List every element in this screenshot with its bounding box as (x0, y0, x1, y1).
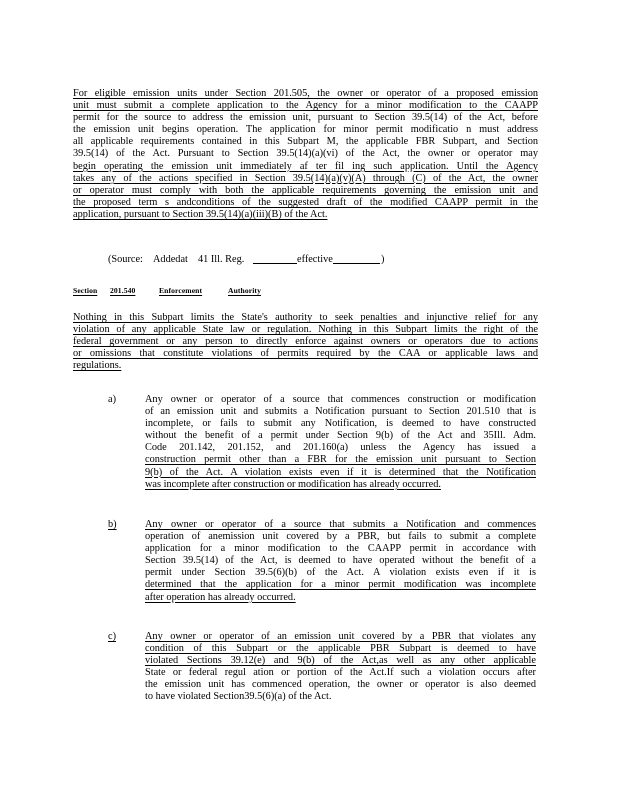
text-line: or operator must comply with both the applicable requirements governing the emission unit and (73, 184, 538, 196)
text-line: For eligible emission units under Section 201.505, the owner or operator of a proposed emission (73, 88, 538, 99)
text-line: violated Sections 39.12(e) and 9(b) of the Act,as well as any other applicable (145, 655, 536, 667)
text-line: was incomplete after construction or modification has already occurred. (145, 478, 441, 490)
intro-paragraph (73, 88, 538, 221)
text-line: to have violated Section39.5(6)(a) of the Act. (145, 691, 332, 703)
blank-line (333, 263, 380, 264)
text-line: Any owner or operator of an emission unit covered by a PBR that violates any (145, 631, 536, 642)
source-note (0, 254, 618, 268)
item-b-text (145, 519, 536, 604)
text-line: application for a minor modification to the CAAPP permit in accordance with (145, 543, 536, 555)
text-line: or omissions that constitute violations of permits required by the CAA or applicable laws and (73, 348, 538, 360)
text-line: permit for the source to address the emission unit, pursuant to Section 39.5(14) of the Act, before (73, 112, 538, 124)
text-line: permit under Section 39.5(6)(b) of the Act. A violation exists even if it is (145, 567, 536, 579)
blank-line (253, 263, 297, 264)
source-effective: effective (297, 254, 333, 265)
item-a-text (145, 394, 536, 491)
text-line: Any owner or operator of a source that submits a Notification and commences (145, 519, 536, 530)
text-line: the emission unit has commenced operation, the owner or operator is also deemed (145, 679, 536, 691)
text-line: federal government or any person to directly enforce against owners or operators due to actions (73, 336, 538, 348)
text-line: condition of this Subpart or the applicable PBR Subpart is deemed to have (145, 643, 536, 655)
source-added: Addedat (153, 254, 188, 265)
text-line: operation of anemission unit covered by a PBR, but fails to submit a complete (145, 531, 536, 543)
item-c-label: c) (108, 631, 116, 642)
section-label: Section (73, 286, 98, 295)
text-line: Section 39.5(14) of the Act, is deemed to have operated without the benefit of a (145, 555, 536, 567)
text-line: without the benefit of a permit under Section 9(b) of the Act and 35Ill. Adm. (145, 430, 536, 442)
source-close: ) (381, 254, 385, 265)
text-line: construction permit other than a FBR for the emission unit pursuant to Section (145, 454, 536, 466)
text-line: State or federal regul ation or portion of the Act.If such a violation occurs after (145, 667, 536, 679)
section-heading (0, 285, 618, 297)
text-line: 39.5(14) of the Act. Pursuant to Section 39.5(14)(a)(vi) of the Act, the owner or operator may (73, 148, 538, 160)
text-line: incomplete, or fails to submit any Notification, is deemed to have constructed (145, 418, 536, 430)
section-number: 201.540 (110, 286, 136, 295)
text-line: violation of any applicable State law or regulation. Nothing in this Subpart limits the right of the (73, 324, 538, 336)
text-line: regulations. (73, 360, 122, 372)
text-line: of an emission unit and submits a Notification pursuant to Section 201.510 that is (145, 406, 536, 418)
text-line: determined that the application for a minor permit modification was incomplete (145, 579, 536, 591)
text-line: all applicable requirements contained in this Subpart M, the applicable FBR Subpart, and Section (73, 136, 538, 148)
text-line: after operation has already occurred. (145, 591, 296, 603)
text-line: takes any of the actions specified in Section 39.5(14)(a)(v)(A) through (C) of the Act, the owner (73, 172, 538, 184)
text-line: begin operating the emission unit immediately af ter fil ing such application. Until the Agency (73, 160, 538, 172)
enforcement-paragraph (73, 312, 538, 372)
text-line: the emission unit begins operation. The application for minor permit modificatio n must address (73, 124, 538, 136)
source-citation: 41 Ill. Reg. (198, 254, 245, 265)
source-prefix: (Source: (108, 254, 143, 265)
item-a-label: a) (108, 394, 116, 405)
text-line: Code 201.142, 201.152, and 201.160(a) unless the Agency has issued a (145, 442, 536, 454)
text-line: Any owner or operator of a source that commences construction or modification (145, 394, 536, 405)
text-line: unit must submit a complete application to the Agency for a minor modification to the CAAPP (73, 100, 538, 112)
section-title-word: Authority (228, 286, 261, 295)
item-c-text (145, 631, 536, 704)
text-line: Nothing in this Subpart limits the State's authority to seek penalties and injunctive relief for any (73, 312, 538, 323)
text-line: 9(b) of the Act. A violation exists even if it is determined that the Notification (145, 466, 536, 478)
text-line: the proposed term s andconditions of the suggested draft of the modified CAAPP permit in the (73, 196, 538, 208)
section-title-word: Enforcement (159, 286, 203, 295)
item-b-label: b) (108, 519, 117, 530)
text-line: application, pursuant to Section 39.5(14)(a)(iii)(B) of the Act. (73, 208, 328, 220)
